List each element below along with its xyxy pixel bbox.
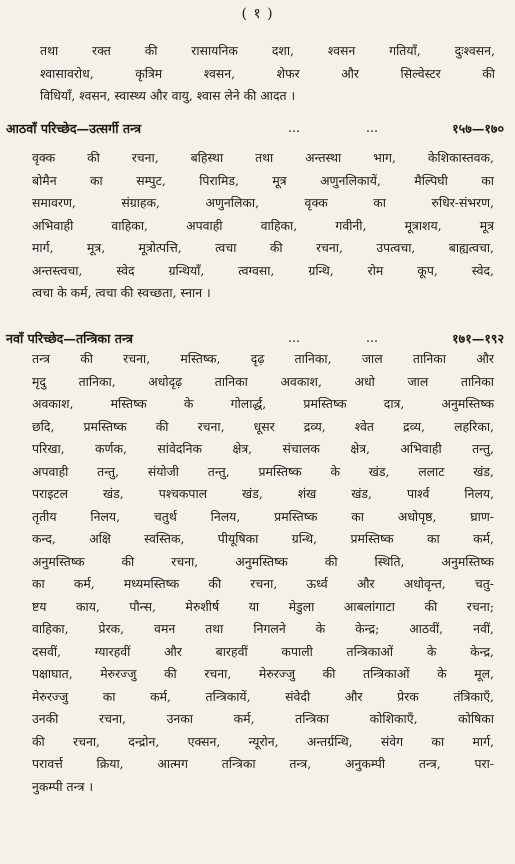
chapter-contents-9 xyxy=(32,348,494,798)
contents-line: बोमैन का सम्पुट, पिरामिड, मूत्र अणुनलिकायें, मैल्पिघी का xyxy=(32,172,494,188)
chapter-contents-8 xyxy=(32,147,494,305)
contents-line: दसवीं, ग्यारहवीं और बारहवीं कपाली तन्त्रिकाओं के केन्द्र, xyxy=(32,643,494,659)
chapter-page-range: १५७—१७० xyxy=(452,121,504,136)
leader-dots: ... xyxy=(366,120,379,135)
intro-line: विधियाँ, श्वसन, स्वास्थ्य और वायु, श्वास लेने की आदत । xyxy=(40,88,296,103)
contents-line: नुकम्पी तन्त्र । xyxy=(32,778,94,794)
contents-line: अपवाही तन्तु, संयोजी तन्तु, प्रमस्तिष्क के खंड, ललाट खंड, xyxy=(32,463,494,479)
contents-line: अभिवाही वाहिका, अपवाही वाहिका, गवीनी, मूत्राशय, मूत्र xyxy=(32,217,494,233)
contents-line: अन्तस्त्वचा, स्वेद ग्रन्थियाँ, त्वग्वसा, ग्रन्थि, रोम कूप, स्वेद, xyxy=(32,262,494,278)
contents-line: मेरुरज्जु का कर्म, तन्त्रिकायें, संवेदी और प्रेरक तंत्रिकाएँ, xyxy=(32,688,494,704)
contents-line: पराइटल खंड, पश्चकपाल खंड, शंख खंड, पार्श्व निलय, xyxy=(32,486,494,501)
contents-line: की रचना, दन्द्रोन, एक्सन, न्यूरोन, अन्तर्ग्रन्थि, संवेग का मार्ग, xyxy=(32,733,494,749)
contents-line: का कर्म, मध्यमस्तिष्क की रचना, ऊर्ध्व और अधोवृन्त, चतु- xyxy=(32,576,494,591)
contents-line: परावर्त्त क्रिया, आत्मग तन्त्रिका तन्त्र, अनुकम्पी तन्त्र, परा- xyxy=(32,756,494,771)
contents-line: छदि, प्रमस्तिष्क की रचना, धूसर द्रव्य, श्वेत द्रव्य, लहरिका, xyxy=(32,418,494,434)
chapter-title: आठवाँ परिच्छेद—उत्सर्गी तन्त्र xyxy=(6,121,142,136)
contents-line: तृतीय निलय, चतुर्थ निलय, प्रमस्तिष्क का अधोपृष्ठ, घ्राण- xyxy=(32,508,494,524)
leader-dots: ... xyxy=(288,120,301,135)
chapter-page-range: १७१—१९२ xyxy=(452,331,504,346)
chapter-heading-8 xyxy=(6,120,506,142)
contents-line: अनुमस्तिष्क की रचना, अनुमस्तिष्क की स्थिति, अनुमस्तिष्क xyxy=(32,553,494,569)
intro-paragraph xyxy=(40,40,495,108)
intro-line: श्वासावरोध, कृत्रिम श्वसन, शेफर और सिल्वेस्टर की xyxy=(40,65,495,81)
page-number: ( १ ) xyxy=(241,6,274,22)
contents-line: समावरण, संग्राहक, अणुनलिका, वृक्क का रुधिर-संभरण, xyxy=(32,195,494,210)
contents-line: कन्द, अक्षि स्वस्तिक, पीयूषिका ग्रन्थि, प्रमस्तिष्क का कर्म, xyxy=(32,531,494,546)
contents-line: मार्ग, मूत्र, मूत्रोत्पत्ति, त्वचा की रचना, उपत्वचा, बाह्यत्वचा, xyxy=(32,240,494,255)
leader-dots: ... xyxy=(288,330,301,345)
contents-line: ष्टय काय, पौन्स, मेरुशीर्ष या मेडुला आबलांगाटा की रचना; xyxy=(32,598,494,614)
contents-line: वृक्क की रचना, बहिस्था तथा अन्तस्था भाग, केशिकास्तवक, xyxy=(32,150,494,165)
intro-line: तथा रक्त की रासायनिक दशा, श्वसन गतियाँ, दुःश्वसन, xyxy=(40,43,495,58)
contents-line: पक्षाघात, मेरुरज्जु की रचना, मेरुरज्जु की तन्त्रिकाओं के मूल, xyxy=(32,666,494,681)
leader-dots: ... xyxy=(366,330,379,345)
contents-line: परिखा, कर्णक, सांवेदनिक क्षेत्र, संचालक क्षेत्र, अभिवाही तन्तु, xyxy=(32,441,494,456)
contents-line: वाहिका, प्रेरक, वमन तथा निगलने के केन्द्र; आठवीं, नवीं, xyxy=(32,621,494,636)
contents-line: अवकाश, मस्तिष्क के गोलार्द्ध, प्रमस्तिष्क दात्र, अनुमस्तिष्क xyxy=(32,396,494,411)
contents-line: त्वचा के कर्म, त्वचा की स्वच्छता, स्नान । xyxy=(32,285,211,300)
contents-line: उनकी रचना, उनका कर्म, तन्त्रिका कोशिकाएँ, कोषिका xyxy=(32,711,494,726)
chapter-title: नवाँ परिच्छेद—तन्त्रिका तन्त्र xyxy=(6,331,133,346)
contents-line: तन्त्र की रचना, मस्तिष्क, दृढ़ तानिका, जाल तानिका और xyxy=(32,351,494,366)
contents-line: मृदु तानिका, अधोदृढ़ तानिका अवकाश, अधो जाल तानिका xyxy=(32,373,494,389)
